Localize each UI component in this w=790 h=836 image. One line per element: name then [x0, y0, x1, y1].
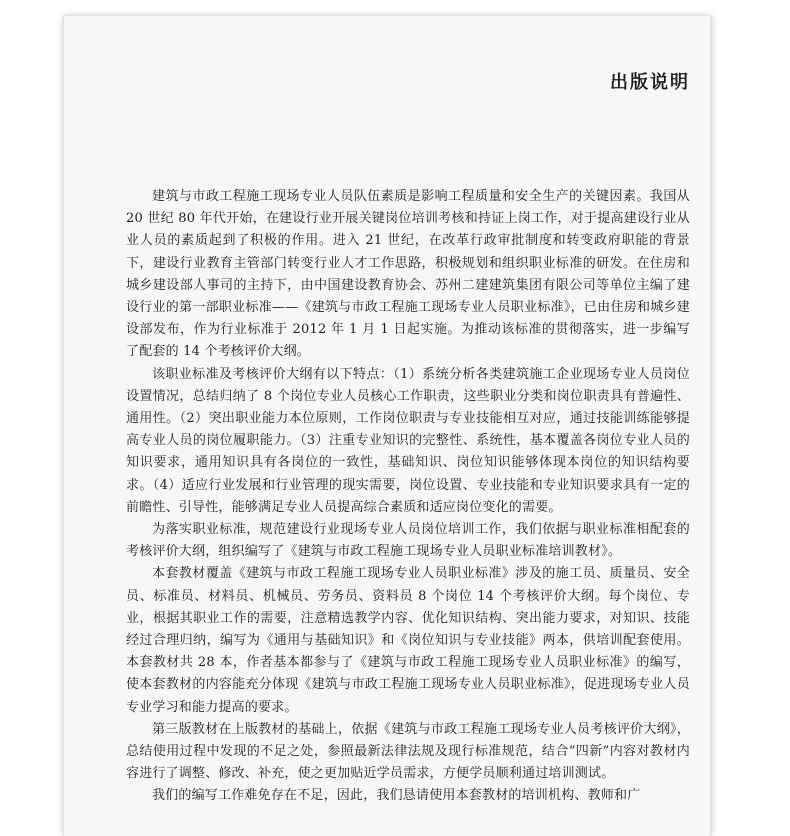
paragraph-features: 该职业标准及考核评价大纲有以下特点：（1）系统分析各类建筑施工企业现场专业人员岗位设置情况，总结归纳了 8 个岗位专业人员核心工作职责，这些职业分类和岗位职责具有普遍性、通用性。（2）突出职业能力本位原则，工作岗位职责与专业技能相互对应，通过技能训练能够提高专业人员的岗位履职能力。（3）注重专业知识的完整性、系统性，基本覆盖各岗位专业人员的知识要求，通用知识具有各岗位的一致性，基础知识、岗位知识能够体现本岗位的知识结构要求。（4）适应行业发展和行业管理的现实需要，岗位设置、专业技能和专业知识要求具有一定的前瞻性、引导性，能够满足专业人员提高综合素质和适应岗位变化的需要。	[126, 366, 690, 515]
paragraph-coverage: 本套教材覆盖《建筑与市政工程施工现场专业人员职业标准》涉及的施工员、质量员、安全员、标准员、材料员、机械员、劳务员、资料员 8 个岗位 14 个考核评价大纲。每个岗位、专业，根据其职业工作的需要，注意精选教学内容、优化知识结构、突出能力要求，对知识、技能经过合理归纳，编写为《通用与基础知识》和《岗位知识与专业技能》两本，供培训配套使用。本套教材共 28 本，作者基本都参与了《建筑与市政工程施工现场专业人员职业标准》的编写，使本套教材的内容能充分体现《建筑与市政工程施工现场专业人员职业标准》，促进现场专业人员专业学习和能力提高的要求。	[126, 566, 690, 715]
body-text	[126, 186, 690, 808]
book-page	[64, 16, 710, 836]
paragraph-third-edition: 第三版教材在上版教材的基础上，依据《建筑与市政工程施工现场专业人员考核评价大纲》，总结使用过程中发现的不足之处，参照最新法律法规及现行标准规范，结合“四新”内容对教材内容进行了调整、修改、补充，使之更加贴近学员需求，方便学员顺利通过培训测试。	[126, 721, 690, 782]
page-title: 出版说明	[610, 72, 690, 93]
paragraph-purpose: 为落实职业标准，规范建设行业现场专业人员岗位培训工作，我们依据与职业标准相配套的考核评价大纲，组织编写了《建筑与市政工程施工现场专业人员职业标准培训教材》。	[126, 522, 690, 560]
paragraph-intro: 建筑与市政工程施工现场专业人员队伍素质是影响工程质量和安全生产的关键因素。我国从 20 世纪 80 年代开始，在建设行业开展关键岗位培训考核和持证上岗工作，对于提高建设行业从业人员的素质起到了积极的作用。进入 21 世纪，在改革行政审批制度和转变政府职能的背景下，建设行业教育主管部门转变行业人才工作思路，积极规划和组织职业标准的研发。在住房和城乡建设部人事司的主持下，由中国建设教育协会、苏州二建建筑集团有限公司等单位主编了建设行业的第一部职业标准——《建筑与市政工程施工现场专业人员职业标准》，已由住房和城乡建设部发布，作为行业标准于 2012 年 1 月 1 日起实施。为推动该标准的贯彻落实，进一步编写了配套的 14 个考核评价大纲。	[126, 189, 690, 360]
paragraph-closing: 我们的编写工作难免存在不足，因此，我们恳请使用本套教材的培训机构、教师和广	[152, 788, 641, 804]
